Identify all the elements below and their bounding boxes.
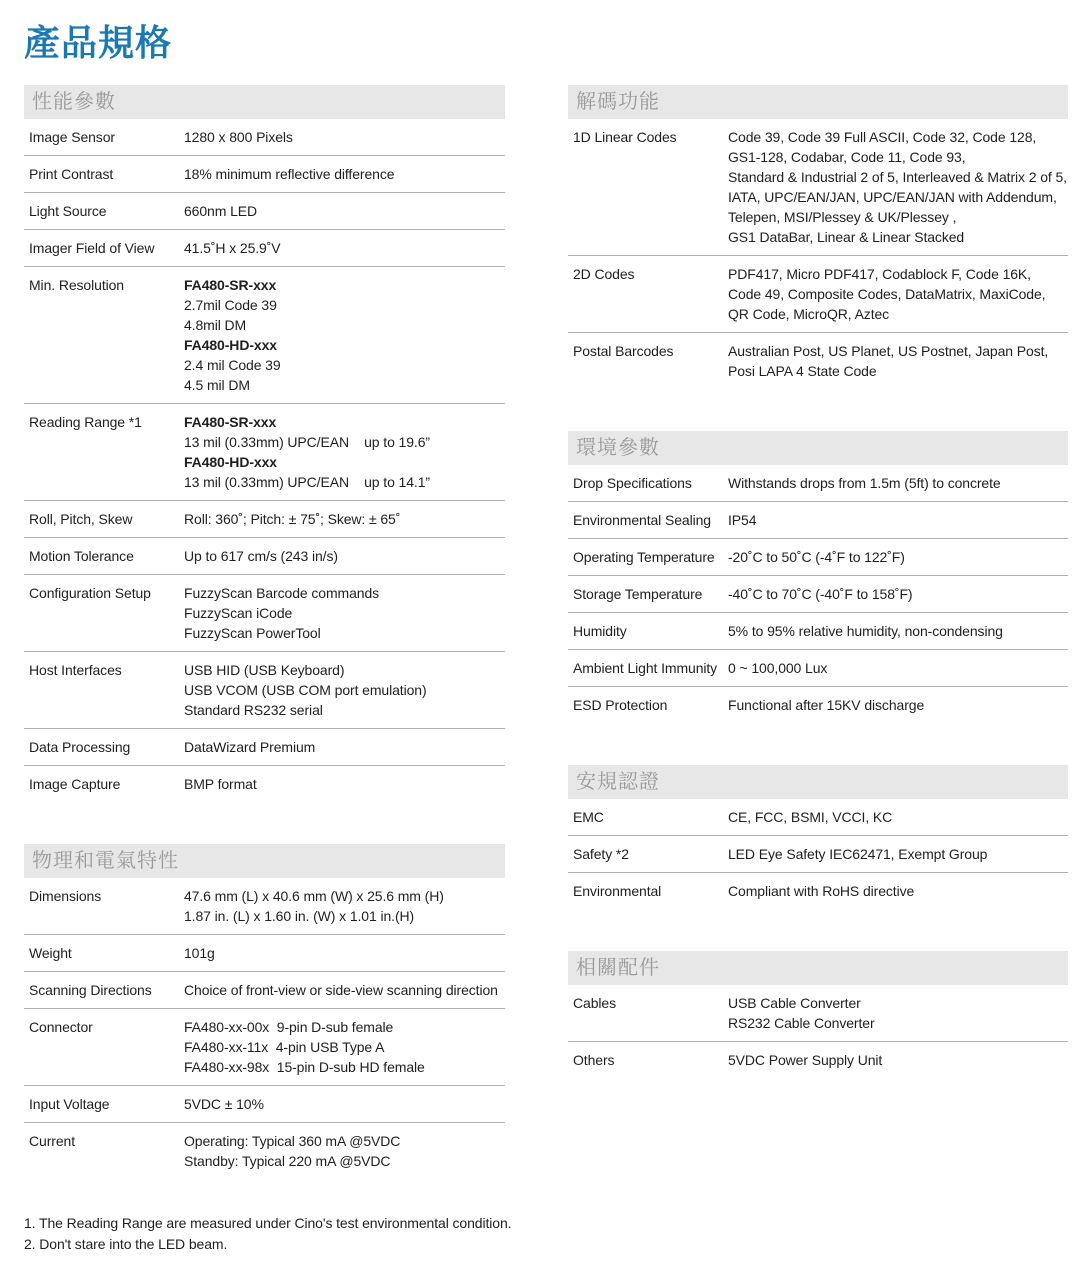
spec-value — [728, 881, 1068, 901]
spec-value-line: USB Cable Converter — [728, 995, 861, 1011]
spec-table — [568, 119, 1068, 389]
spec-section — [568, 951, 1068, 1078]
spec-value-line: -20˚C to 50˚C (-4˚F to 122˚F) — [728, 549, 905, 565]
spec-value-line: 47.6 mm (L) x 40.6 mm (W) x 25.6 mm (H) — [184, 888, 444, 904]
spec-row — [568, 687, 1068, 723]
spec-value — [728, 993, 1068, 1033]
spec-label: Operating Temperature — [573, 549, 715, 565]
spec-value-line: Functional after 15KV discharge — [728, 697, 925, 713]
spec-row — [24, 404, 505, 501]
spec-value-line: CE, FCC, BSMI, VCCI, KC — [728, 809, 893, 825]
spec-value-line: 2.4 mil Code 39 — [184, 357, 281, 373]
spec-value — [184, 164, 505, 184]
spec-value-line: DataWizard Premium — [184, 739, 316, 755]
spec-section — [24, 85, 505, 802]
spec-value-line: IP54 — [728, 512, 757, 528]
spec-value-line: RS232 Cable Converter — [728, 1015, 875, 1031]
spec-value-line: FA480-SR-xxx — [184, 414, 277, 430]
spec-value — [184, 238, 505, 258]
spec-value — [728, 510, 1068, 530]
spec-value — [184, 275, 505, 395]
spec-value-line: Telepen, MSI/Plessey & UK/Plessey , — [728, 209, 957, 225]
spec-row — [24, 575, 505, 652]
spec-value-line: Code 39, Code 39 Full ASCII, Code 32, Code 128, — [728, 129, 1037, 145]
spec-value-line: Code 49, Composite Codes, DataMatrix, MaxiCode, — [728, 286, 1046, 302]
spec-value-line: FA480-xx-11x 4-pin USB Type A — [184, 1039, 385, 1055]
spec-row — [24, 119, 505, 156]
spec-value — [184, 886, 505, 926]
spec-value — [728, 341, 1068, 381]
spec-row — [568, 256, 1068, 333]
spec-row — [568, 985, 1068, 1042]
spec-row — [24, 538, 505, 575]
spec-value-line: GS1-128, Codabar, Code 11, Code 93, — [728, 149, 966, 165]
spec-table — [568, 985, 1068, 1078]
spec-value — [184, 1131, 505, 1171]
spec-value — [728, 1050, 1068, 1070]
spec-value — [184, 737, 505, 757]
spec-label: EMC — [573, 809, 604, 825]
spec-value — [184, 1094, 505, 1114]
spec-value-line: FuzzyScan PowerTool — [184, 625, 321, 641]
spec-value-line: Posi LAPA 4 State Code — [728, 363, 877, 379]
spec-row — [568, 613, 1068, 650]
spec-label: Dimensions — [29, 888, 102, 904]
spec-label: Reading Range *1 — [29, 414, 142, 430]
spec-label: Humidity — [573, 623, 627, 639]
spec-label: Weight — [29, 945, 72, 961]
spec-section — [24, 844, 505, 1179]
spec-label: Image Capture — [29, 776, 121, 792]
footnotes — [24, 1213, 1068, 1255]
spec-value — [728, 621, 1068, 641]
spec-value — [728, 658, 1068, 678]
spec-value-line: Roll: 360˚; Pitch: ± 75˚; Skew: ± 65˚ — [184, 511, 401, 527]
spec-value-line: GS1 DataBar, Linear & Linear Stacked — [728, 229, 965, 245]
spec-label: Environmental — [573, 883, 662, 899]
spec-value — [728, 695, 1068, 715]
spec-value-line: 13 mil (0.33mm) UPC/EAN up to 19.6” — [184, 434, 430, 450]
spec-value — [184, 1017, 505, 1077]
spec-row — [24, 766, 505, 802]
spec-row — [24, 878, 505, 935]
spec-value — [728, 264, 1068, 324]
spec-row — [568, 465, 1068, 502]
spec-label: Print Contrast — [29, 166, 114, 182]
spec-label: Configuration Setup — [29, 585, 151, 601]
section-header: 解碼功能 — [568, 85, 1068, 119]
spec-value — [184, 201, 505, 221]
spec-value-line: FA480-SR-xxx — [184, 277, 277, 293]
spec-row — [24, 193, 505, 230]
spec-value-line: USB HID (USB Keyboard) — [184, 662, 345, 678]
spec-value-line: FuzzyScan iCode — [184, 605, 293, 621]
spec-label: 2D Codes — [573, 266, 635, 282]
spec-row — [568, 836, 1068, 873]
spec-row — [568, 539, 1068, 576]
footnote: 1. The Reading Range are measured under Cino's test environmental condition. — [24, 1215, 512, 1231]
spec-value-line: 41.5˚H x 25.9˚V — [184, 240, 281, 256]
spec-row — [24, 972, 505, 1009]
spec-row — [24, 230, 505, 267]
spec-value-line: Withstands drops from 1.5m (5ft) to concrete — [728, 475, 1001, 491]
spec-value-line: -40˚C to 70˚C (-40˚F to 158˚F) — [728, 586, 913, 602]
spec-value-line: Operating: Typical 360 mA @5VDC — [184, 1133, 401, 1149]
spec-value — [184, 583, 505, 643]
spec-table — [568, 799, 1068, 909]
section-header: 安規認證 — [568, 765, 1068, 799]
spec-value-line: 13 mil (0.33mm) UPC/EAN up to 14.1” — [184, 474, 430, 490]
spec-value-line: Compliant with RoHS directive — [728, 883, 915, 899]
section-header: 環境參數 — [568, 431, 1068, 465]
spec-row — [24, 652, 505, 729]
spec-value-line: 660nm LED — [184, 203, 258, 219]
left-column — [24, 85, 505, 1179]
columns-container — [24, 85, 1068, 1179]
spec-value — [728, 807, 1068, 827]
spec-label: Postal Barcodes — [573, 343, 674, 359]
spec-row — [24, 1086, 505, 1123]
spec-row — [568, 650, 1068, 687]
spec-label: Others — [573, 1052, 615, 1068]
right-column — [568, 85, 1068, 1078]
spec-value-line: QR Code, MicroQR, Aztec — [728, 306, 890, 322]
page-title: 產品規格 — [24, 22, 173, 63]
spec-value-line: 4.8mil DM — [184, 317, 247, 333]
spec-value-line: Australian Post, US Planet, US Postnet, Japan Post, — [728, 343, 1049, 359]
spec-table — [568, 465, 1068, 723]
spec-row — [568, 873, 1068, 909]
spec-row — [24, 1009, 505, 1086]
spec-value-line: 5VDC Power Supply Unit — [728, 1052, 883, 1068]
spec-value — [728, 584, 1068, 604]
spec-section — [568, 765, 1068, 909]
spec-label: Image Sensor — [29, 129, 115, 145]
spec-value-line: Up to 617 cm/s (243 in/s) — [184, 548, 338, 564]
spec-label: Environmental Sealing — [573, 512, 711, 528]
spec-label: Current — [29, 1133, 75, 1149]
spec-label: Min. Resolution — [29, 277, 124, 293]
spec-row — [24, 267, 505, 404]
spec-label: 1D Linear Codes — [573, 129, 677, 145]
spec-value-line: 0 ~ 100,000 Lux — [728, 660, 828, 676]
spec-value-line: LED Eye Safety IEC62471, Exempt Group — [728, 846, 988, 862]
section-header: 物理和電氣特性 — [24, 844, 505, 878]
spec-value — [728, 547, 1068, 567]
spec-value — [728, 127, 1068, 247]
spec-value-line: FA480-xx-00x 9-pin D-sub female — [184, 1019, 394, 1035]
spec-section — [568, 431, 1068, 723]
section-header: 性能參數 — [24, 85, 505, 119]
spec-label: Storage Temperature — [573, 586, 703, 602]
section-header: 相關配件 — [568, 951, 1068, 985]
spec-value — [184, 660, 505, 720]
spec-value-line: 101g — [184, 945, 215, 961]
spec-label: Input Voltage — [29, 1096, 110, 1112]
spec-label: Motion Tolerance — [29, 548, 134, 564]
spec-value-line: 1.87 in. (L) x 1.60 in. (W) x 1.01 in.(H) — [184, 908, 415, 924]
spec-value-line: FA480-xx-98x 15-pin D-sub HD female — [184, 1059, 425, 1075]
footnote: 2. Don't stare into the LED beam. — [24, 1236, 228, 1252]
spec-value-line: Choice of front-view or side-view scanning direction — [184, 982, 498, 998]
spec-table — [24, 119, 505, 802]
spec-label: Connector — [29, 1019, 93, 1035]
spec-row — [24, 729, 505, 766]
spec-value-line: 4.5 mil DM — [184, 377, 250, 393]
spec-value-line: FuzzyScan Barcode commands — [184, 585, 380, 601]
spec-label: ESD Protection — [573, 697, 668, 713]
spec-value-line: 5VDC ± 10% — [184, 1096, 264, 1112]
spec-value-line: FA480-HD-xxx — [184, 454, 277, 470]
spec-value-line: FA480-HD-xxx — [184, 337, 277, 353]
spec-row — [568, 799, 1068, 836]
spec-label: Data Processing — [29, 739, 131, 755]
spec-value — [184, 412, 505, 492]
spec-label: Safety *2 — [573, 846, 629, 862]
spec-label: Host Interfaces — [29, 662, 122, 678]
spec-row — [24, 156, 505, 193]
spec-label: Scanning Directions — [29, 982, 152, 998]
spec-row — [24, 935, 505, 972]
spec-value — [184, 980, 505, 1000]
spec-row — [24, 1123, 505, 1179]
spec-value-line: Standard RS232 serial — [184, 702, 323, 718]
spec-label: Imager Field of View — [29, 240, 155, 256]
spec-section — [568, 85, 1068, 389]
spec-value-line: 5% to 95% relative humidity, non-condensing — [728, 623, 1003, 639]
spec-value-line: Standard & Industrial 2 of 5, Interleaved & Matrix 2 of 5, — [728, 169, 1067, 185]
spec-row — [568, 502, 1068, 539]
spec-value — [184, 127, 505, 147]
spec-row — [24, 501, 505, 538]
spec-row — [568, 119, 1068, 256]
spec-value — [184, 546, 505, 566]
spec-label: Drop Specifications — [573, 475, 692, 491]
spec-value — [184, 509, 505, 529]
spec-value-line: 2.7mil Code 39 — [184, 297, 277, 313]
spec-row — [568, 1042, 1068, 1078]
spec-table — [24, 878, 505, 1179]
spec-value-line: 1280 x 800 Pixels — [184, 129, 293, 145]
spec-value-line: IATA, UPC/EAN/JAN, UPC/EAN/JAN with Addendum, — [728, 189, 1057, 205]
spec-label: Light Source — [29, 203, 107, 219]
spec-value — [728, 844, 1068, 864]
spec-value-line: Standby: Typical 220 mA @5VDC — [184, 1153, 391, 1169]
spec-value-line: PDF417, Micro PDF417, Codablock F, Code 16K, — [728, 266, 1031, 282]
spec-label: Roll, Pitch, Skew — [29, 511, 133, 527]
spec-label: Cables — [573, 995, 616, 1011]
spec-label: Ambient Light Immunity — [573, 660, 718, 676]
spec-value — [728, 473, 1068, 493]
spec-value-line: 18% minimum reflective difference — [184, 166, 395, 182]
spec-value — [184, 774, 505, 794]
spec-value — [184, 943, 505, 963]
spec-value-line: BMP format — [184, 776, 257, 792]
spec-value-line: USB VCOM (USB COM port emulation) — [184, 682, 427, 698]
spec-row — [568, 333, 1068, 389]
spec-row — [568, 576, 1068, 613]
